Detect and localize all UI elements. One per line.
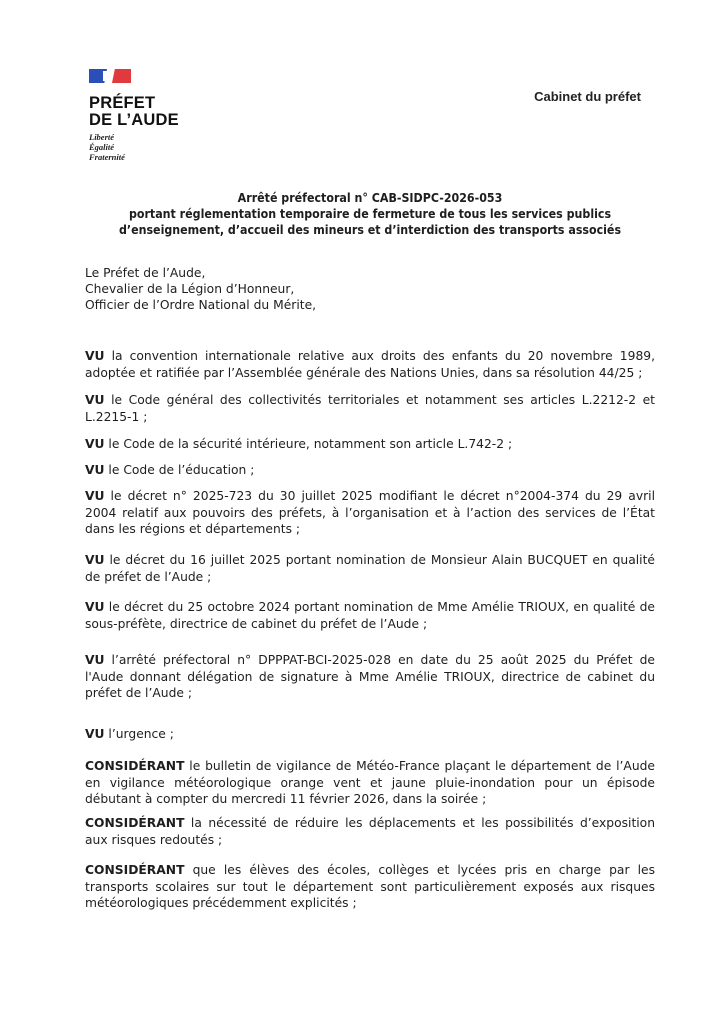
title-line-2: portant réglementation temporaire de fermeture de tous les services publics (128, 207, 612, 221)
clause: VU le décret n° 2025-723 du 30 juillet 2025 modifiant le décret n°2004-374 du 29 avril 2004 relatif aux pouvoirs des préfets, à l’organisation et à l’action des services de l’État dans les régions et départements ; (85, 489, 655, 536)
clause: VU le décret du 25 octobre 2024 portant nomination de Mme Amélie TRIOUX, en qualité de sous-préfète, directrice de cabinet du préfet de l’Aude ; (85, 600, 655, 631)
clause: VU la convention internationale relative aux droits des enfants du 20 novembre 1989, adoptée et ratifiée par l’Assemblée générale des Nations Unies, dans sa résolution 44/25 ; (85, 349, 655, 380)
clause: VU le Code de l’éducation ; (85, 463, 255, 477)
clause: VU le Code de la sécurité intérieure, notamment son article L.742-2 ; (85, 437, 513, 451)
title-line-3: d’enseignement, d’accueil des mineurs et d’interdiction des transports associés (118, 223, 622, 237)
prefecture-logo (89, 68, 179, 162)
prefect-intro: Le Préfet de l’Aude, Chevalier de la Légion d’Honneur, Officier de l’Ordre National du Mérite, (85, 266, 317, 312)
department-label: Cabinet du préfet (534, 89, 641, 104)
clause: CONSIDÉRANT que les élèves des écoles, collèges et lycées pris en charge par les transports scolaires sur tout le département sont particulièrement exposés aux risques météorologiques précédemment explicités ; (85, 863, 655, 910)
document-title (60, 190, 680, 238)
clause: VU l’arrêté préfectoral n° DPPPAT-BCI-2025-028 en date du 25 août 2025 du Préfet de l'Aude donnant délégation de signature à Mme Amélie TRIOUX, directrice de cabinet du préfet de l’Aude ; (85, 653, 655, 700)
clause: VU le décret du 16 juillet 2025 portant nomination de Monsieur Alain BUCQUET en qualité de préfet de l’Aude ; (85, 553, 655, 584)
clause: CONSIDÉRANT le bulletin de vigilance de Météo-France plaçant le département de l’Aude en vigilance météorologique orange vent et jaune pluie-inondation pour un épisode débutant à compter du mercredi 11 février 2026, dans la soirée ; (85, 759, 655, 806)
clause: CONSIDÉRANT la nécessité de réduire les déplacements et les possibilités d’exposition aux risques redoutés ; (85, 816, 655, 847)
clause: VU le Code général des collectivités territoriales et notamment ses articles L.2212-2 et L.2215-1 ; (85, 393, 655, 424)
title-line-1: Arrêté préfectoral n° CAB-SIDPC-2026-053 (237, 191, 503, 205)
clause: VU l’urgence ; (85, 727, 174, 741)
logo-motto: Liberté Égalité Fraternité (89, 132, 125, 162)
french-flag-icon (89, 68, 131, 84)
logo-name: PRÉFET DE L’AUDE (89, 94, 179, 129)
